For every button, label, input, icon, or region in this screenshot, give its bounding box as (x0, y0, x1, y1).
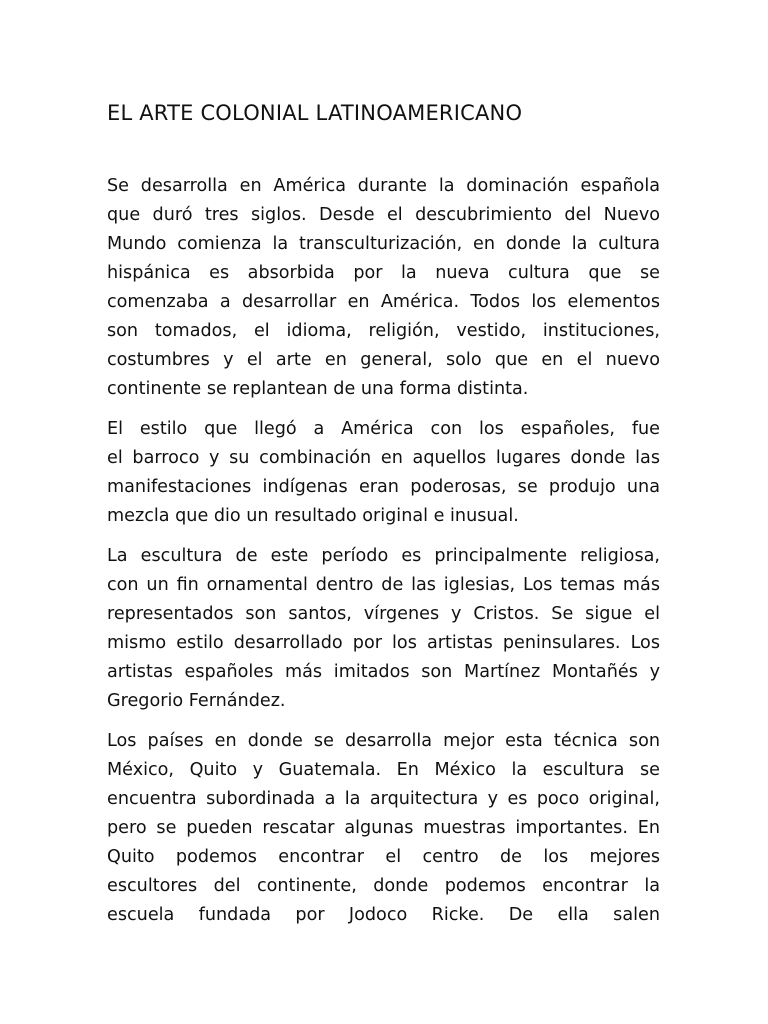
text-line: México, Quito y Guatemala. En México la escultura se (107, 760, 660, 780)
text-line: escultores del continente, donde podemos encontrar la (107, 876, 660, 896)
paragraph-2 (107, 415, 660, 531)
document-title: EL ARTE COLONIAL LATINOAMERICANO (107, 101, 523, 125)
text-line: La escultura de este período es principalmente religiosa, (107, 546, 660, 566)
text-line: Mundo comienza la transculturización, en donde la cultura (107, 234, 660, 254)
text-line: Quito podemos encontrar el centro de los mejores (107, 847, 660, 867)
text-line: El estilo que llegó a América con los españoles, fue (107, 419, 660, 439)
text-line: hispánica es absorbida por la nueva cultura que se (107, 263, 660, 283)
text-line: comenzaba a desarrollar en América. Todos los elementos (107, 292, 660, 312)
text-line: mezcla que dio un resultado original e inusual. (107, 506, 519, 526)
text-line: escuela fundada por Jodoco Ricke. De ella salen (107, 905, 660, 925)
text-line: artistas españoles más imitados son Martínez Montañés y (107, 662, 660, 682)
text-line: Gregorio Fernández. (107, 691, 286, 711)
text-line: Los países en donde se desarrolla mejor esta técnica son (107, 731, 660, 751)
paragraph-1 (107, 172, 660, 404)
document-body (107, 172, 660, 941)
text-line: costumbres y el arte en general, solo que en el nuevo (107, 350, 660, 370)
text-line: el barroco y su combinación en aquellos lugares donde las (107, 448, 660, 468)
text-line: encuentra subordinada a la arquitectura y es poco original, (107, 789, 660, 809)
text-line: son tomados, el idioma, religión, vestido, instituciones, (107, 321, 660, 341)
paragraph-4 (107, 727, 660, 930)
text-line: mismo estilo desarrollado por los artistas peninsulares. Los (107, 633, 660, 653)
text-line: representados son santos, vírgenes y Cristos. Se sigue el (107, 604, 660, 624)
text-line: pero se pueden rescatar algunas muestras importantes. En (107, 818, 660, 838)
text-line: con un fin ornamental dentro de las iglesias, Los temas más (107, 575, 660, 595)
text-line: Se desarrolla en América durante la dominación española (107, 176, 660, 196)
text-line: manifestaciones indígenas eran poderosas, se produjo una (107, 477, 660, 497)
paragraph-3 (107, 542, 660, 716)
text-line: que duró tres siglos. Desde el descubrimiento del Nuevo (107, 205, 660, 225)
text-line: continente se replantean de una forma distinta. (107, 379, 529, 399)
